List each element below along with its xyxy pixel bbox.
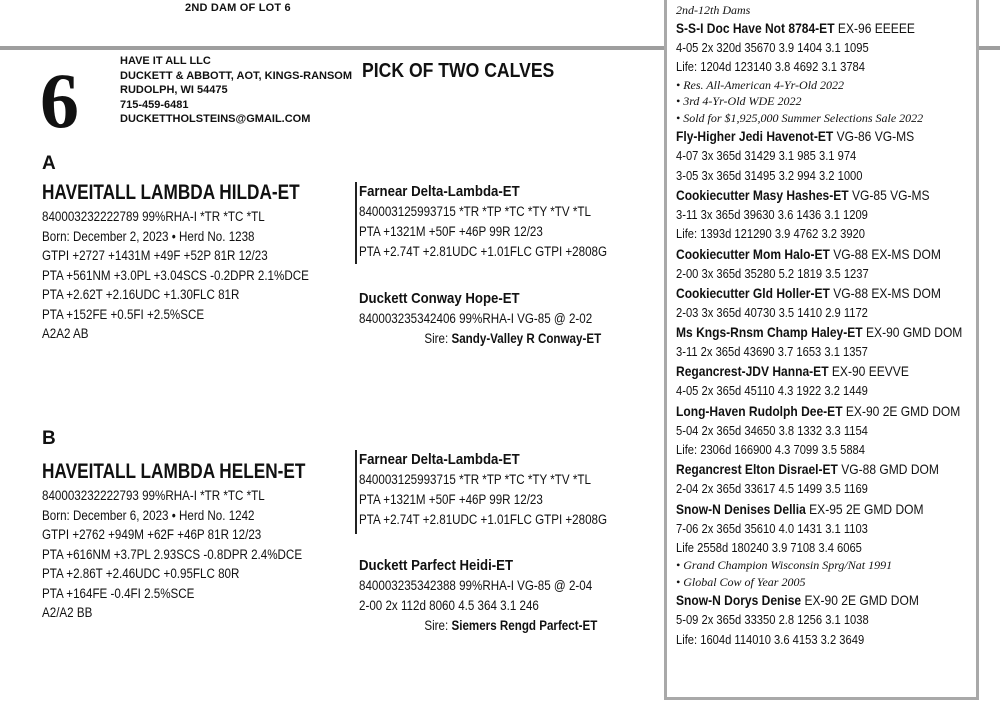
sire-id-line: 840003125993715 *TR *TP *TC *TY *TV *TL [359, 204, 591, 219]
dam-name-text: Ms Kngs-Rnsm Champ Haley-ET [676, 324, 863, 341]
dam-name-text: Regancrest Elton Disrael-ET [676, 461, 838, 478]
dam-name-text: Cookiecutter Mom Halo-ET [676, 245, 830, 262]
pedigree-dam-name [676, 361, 934, 381]
calf-b-name: HAVEITALL LAMBDA HELEN-ET [42, 460, 306, 483]
calf-b-birth-line: Born: December 6, 2023 • Herd No. 1242 [42, 507, 255, 523]
pedigree-heading: 2nd-12th Dams [676, 3, 751, 17]
pedigree-production-record: 3-11 3x 365d 39630 3.6 1436 3.1 1209 [676, 206, 868, 222]
dam-classification: EX-90 2E GMD DOM [845, 402, 961, 419]
pedigree-production-record: 4-05 2x 365d 45110 4.3 1922 3.2 1449 [676, 383, 868, 399]
calf-b-dam-block [359, 556, 636, 636]
calf-a-name: HAVEITALL LAMBDA HILDA-ET [42, 181, 300, 204]
dam-name-text: Long-Haven Rudolph Dee-ET [676, 402, 843, 419]
seller-contact-block [120, 54, 352, 127]
pedigree-production-record: Life: 1393d 121290 3.9 4762 3.2 3920 [676, 226, 865, 242]
pedigree-dam-name [676, 283, 941, 303]
calf-b-pta-line: PTA +616NM +3.7PL 2.93SCS -0.8DPR 2.4%DCE [42, 546, 303, 562]
dam-classification: VG-86 VG-MS [836, 128, 915, 145]
pedigree-achievement-note: • Grand Champion Wisconsin Sprg/Nat 1991 [676, 558, 893, 573]
calf-a-pta-line: PTA +561NM +3.0PL +3.04SCS -0.2DPR 2.1%DCE [42, 267, 309, 283]
calf-a-sire-block [355, 182, 647, 262]
calf-a-birth-line: Born: December 2, 2023 • Herd No. 1238 [42, 228, 255, 244]
calf-b-pta-line: PTA +2.86T +2.46UDC +0.95FLC 80R [42, 566, 240, 581]
calf-a-sire-details [359, 202, 607, 262]
pedigree-production-record: 4-07 3x 365d 31429 3.1 985 3.1 974 [676, 148, 857, 164]
pedigree-dam-name [676, 322, 963, 342]
dam-classification: EX-90 2E GMD DOM [804, 592, 919, 609]
pedigree-production-record: Life: 2306d 166900 4.3 7099 3.5 5884 [676, 442, 865, 458]
dam-classification: VG-88 EX-MS DOM [833, 245, 941, 262]
calf-b-gtpi-line: GTPI +2762 +949M +62F +46P 81R 12/23 [42, 527, 262, 542]
dam-name-text: S-S-I Doc Have Not 8784-ET [676, 20, 835, 36]
pedigree-production-record: 3-11 2x 365d 43690 3.7 1653 3.1 1357 [676, 344, 868, 360]
pedigree-production-record: 4-05 2x 320d 35670 3.9 1404 3.1 1095 [676, 40, 869, 55]
calf-a-dam-block [359, 289, 641, 349]
calf-a-id-line: 840003232222789 99%RHA-I *TR *TC *TL [42, 209, 265, 224]
pedigree-production-record: 5-09 2x 365d 33350 2.8 1256 3.1 1038 [676, 612, 869, 628]
pedigree-production-record: 2-00 3x 365d 35280 5.2 1819 3.5 1237 [676, 265, 869, 281]
calf-b-sire-details [359, 470, 607, 530]
dam-sire-name: Sandy-Valley R Conway-ET [451, 331, 602, 346]
seller-phone: 715-459-6481 [120, 98, 189, 111]
dam-classification: VG-88 EX-MS DOM [833, 284, 941, 301]
dam-name-text: Fly-Higher Jedi Havenot-ET [676, 128, 834, 145]
dam-sire-label: Sire: [424, 618, 449, 633]
calf-b-sire-name: Farnear Delta-Lambda-ET [359, 451, 520, 468]
dam-name-text: Cookiecutter Masy Hashes-ET [676, 186, 849, 203]
pedigree-list [676, 18, 976, 649]
sire-pta-line: PTA +1321M +50F +46P 99R 12/23 [359, 492, 543, 507]
calf-a-letter: A [42, 153, 56, 174]
calf-a-dam-name: Duckett Conway Hope-ET [359, 290, 520, 307]
calf-b-dam-sire-line [359, 616, 597, 636]
calf-a-dam-sire-line [359, 329, 601, 349]
pedigree-dam-name [676, 126, 934, 146]
calf-b-genotype: A2/A2 BB [42, 605, 93, 620]
pedigree-dam-name [676, 185, 934, 205]
dam-classification: EX-90 EEVVE [831, 363, 909, 380]
dam-sire-label: Sire: [424, 331, 449, 346]
dam-name-text: Snow-N Denises Dellia [676, 500, 806, 517]
pedigree-dam-name [676, 459, 939, 479]
calf-a-sire-name: Farnear Delta-Lambda-ET [359, 183, 520, 200]
pedigree-achievement-note: • Sold for $1,925,000 Summer Selections Sale 2022 [676, 110, 924, 125]
lot-heading: PICK OF TWO CALVES [362, 60, 555, 82]
calf-a-pta-line: PTA +2.62T +2.16UDC +1.30FLC 81R [42, 287, 240, 302]
sire-pta-line: PTA +2.74T +2.81UDC +1.01FLC GTPI +2808G [359, 512, 608, 527]
pedigree-production-record: 2-04 2x 365d 33617 4.5 1499 3.5 1169 [676, 481, 868, 497]
pedigree-production-record: Life: 1204d 123140 3.8 4692 3.1 3784 [676, 59, 865, 75]
calf-b-dam-name: Duckett Parfect Heidi-ET [359, 557, 514, 574]
pedigree-production-record: 2-03 3x 365d 40730 3.5 1410 2.9 1172 [676, 304, 868, 320]
dam-reference-label: 2ND DAM OF LOT 6 [185, 2, 291, 14]
pedigree-production-record: Life: 1604d 114010 3.6 4153 3.2 3649 [676, 631, 865, 647]
pedigree-dam-name [676, 401, 961, 421]
pedigree-achievement-note: • Global Cow of Year 2005 [676, 574, 806, 589]
sire-id-line: 840003125993715 *TR *TP *TC *TY *TV *TL [359, 472, 591, 487]
calf-b-letter: B [42, 428, 56, 449]
pedigree-dam-name [676, 590, 934, 610]
pedigree-production-record: 3-05 3x 365d 31495 3.2 994 3.2 1000 [676, 167, 863, 183]
dam-classification: VG-85 VG-MS [851, 186, 930, 203]
dam-name-text: Cookiecutter Gld Holler-ET [676, 284, 830, 301]
pedigree-production-record: Life 2558d 180240 3.9 7108 3.4 6065 [676, 539, 862, 555]
calf-b-details [42, 486, 302, 623]
lot-number: 6 [40, 57, 79, 144]
sire-pta-line: PTA +2.74T +2.81UDC +1.01FLC GTPI +2808G [359, 244, 608, 259]
pedigree-achievement-note: • Res. All-American 4-Yr-Old 2022 [676, 77, 845, 92]
calf-b-id-line: 840003232222793 99%RHA-I *TR *TC *TL [42, 488, 265, 503]
dam-name-text: Snow-N Dorys Denise [676, 592, 802, 609]
seller-name: HAVE IT ALL LLC [120, 55, 211, 67]
dam-name-text: Regancrest-JDV Hanna-ET [676, 363, 829, 380]
dam-classification: EX-95 2E GMD DOM [809, 500, 924, 517]
calf-a-dam-id: 840003235342406 99%RHA-I VG-85 @ 2-02 [359, 311, 593, 326]
calf-a-details [42, 207, 309, 344]
calf-a-pta-line: PTA +152FE +0.5FI +2.5%SCE [42, 306, 205, 322]
sire-bracket [355, 450, 357, 534]
calf-b-dam-id: 840003235342388 99%RHA-I VG-85 @ 2-04 [359, 578, 593, 593]
sire-pta-line: PTA +1321M +50F +46P 99R 12/23 [359, 224, 543, 239]
pedigree-production-record: 5-04 2x 365d 34650 3.8 1332 3.3 1154 [676, 422, 868, 438]
dam-classification: EX-96 EEEEE [837, 20, 915, 36]
pedigree-dam-name [676, 18, 934, 38]
pedigree-dam-name [676, 244, 941, 264]
dam-classification: EX-90 GMD DOM [866, 324, 963, 341]
calf-b-pta-line: PTA +164FE -0.4FI 2.5%SCE [42, 585, 195, 601]
sire-bracket [355, 182, 357, 264]
pedigree-dam-name [676, 499, 934, 519]
seller-owners: DUCKETT & ABBOTT, AOT, KINGS-RANSOM [120, 69, 353, 82]
seller-email[interactable]: DUCKETTHOLSTEINS@GMAIL.COM [120, 113, 311, 126]
calf-a-gtpi-line: GTPI +2727 +1431M +49F +52P 81R 12/23 [42, 248, 268, 263]
calf-b-sire-block [355, 450, 647, 530]
pedigree-achievement-note: • 3rd 4-Yr-Old WDE 2022 [676, 94, 802, 109]
calf-b-dam-record: 2-00 2x 112d 8060 4.5 364 3.1 246 [359, 598, 539, 613]
pedigree-production-record: 7-06 2x 365d 35610 4.0 1431 3.1 1103 [676, 520, 868, 536]
dam-classification: VG-88 GMD DOM [841, 461, 939, 478]
seller-city: RUDOLPH, WI 54475 [120, 84, 228, 97]
dam-sire-name: Siemers Rengd Parfect-ET [451, 618, 598, 633]
pedigree-dams-panel [664, 0, 979, 700]
calf-a-genotype: A2A2 AB [42, 326, 89, 341]
